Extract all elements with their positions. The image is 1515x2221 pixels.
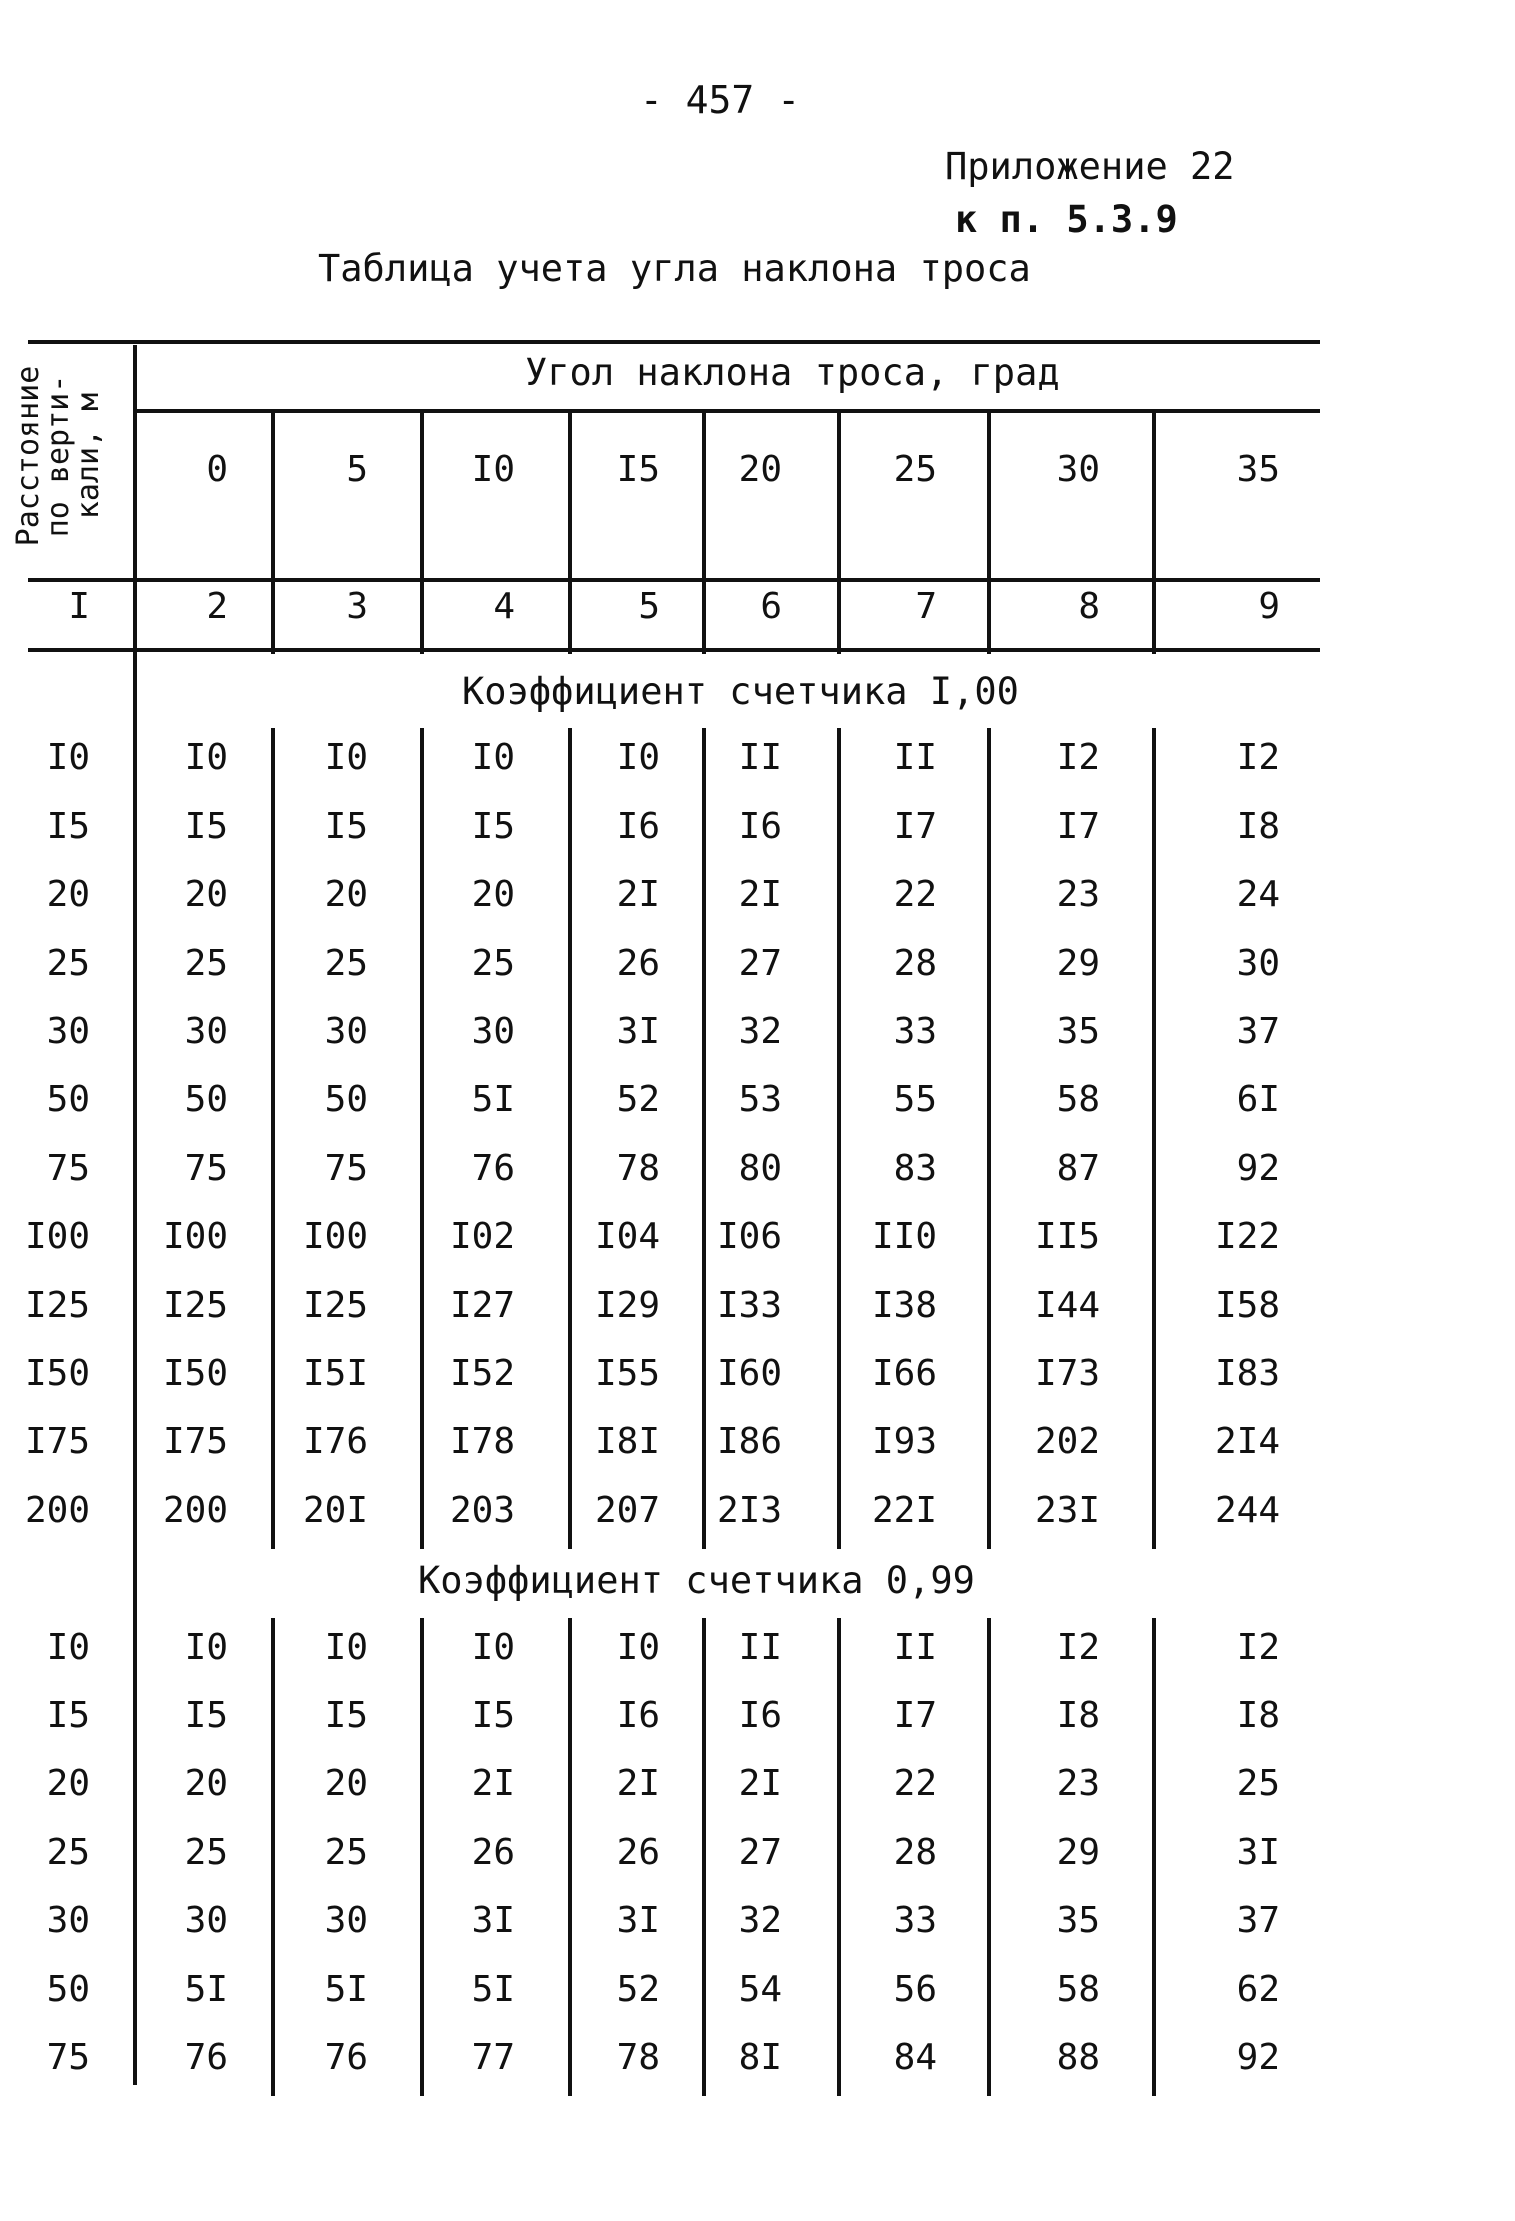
table-cell: II xyxy=(738,1626,782,1668)
table-cell: 22 xyxy=(893,1763,937,1805)
column-separator xyxy=(837,728,841,1549)
angle-header-cell: 20 xyxy=(738,449,782,490)
table-cell: 62 xyxy=(1236,1968,1280,2010)
angle-header-cell: 30 xyxy=(1056,449,1100,490)
table-cell: I5 xyxy=(324,1695,368,1736)
table-cell: I83 xyxy=(1214,1353,1280,1394)
table-cell: 20 xyxy=(324,1763,368,1805)
table-cell: 52 xyxy=(616,1968,660,2010)
table-cell: 2I xyxy=(471,1763,515,1805)
table-cell: I00 xyxy=(302,1216,368,1258)
table-cell: 92 xyxy=(1236,2037,1280,2078)
column-number-cell: 2 xyxy=(206,586,228,627)
table-cell: 25 xyxy=(46,942,90,984)
table-cell: I50 xyxy=(24,1353,90,1394)
table-cell: I93 xyxy=(871,1421,937,1463)
table-cell: 202 xyxy=(1034,1421,1100,1463)
appendix-title: Приложение 22 xyxy=(945,145,1235,188)
table-cell: 30 xyxy=(471,1011,515,1052)
table-cell: 6I xyxy=(1236,1079,1280,1121)
table-cell: 87 xyxy=(1056,1147,1100,1189)
table-cell: 84 xyxy=(893,2037,937,2078)
page-number: - 457 - xyxy=(639,78,801,122)
angle-header-cell: I5 xyxy=(616,449,660,490)
table-cell: I55 xyxy=(594,1353,660,1394)
table-cell: I25 xyxy=(302,1284,368,1326)
table-cell: II0 xyxy=(871,1216,937,1258)
table-cell: I0 xyxy=(184,1626,228,1668)
table-cell: 50 xyxy=(46,1968,90,2010)
table-cell: I0 xyxy=(46,1626,90,1668)
table-cell: 20 xyxy=(184,874,228,916)
table-cell: 76 xyxy=(184,2037,228,2078)
table-cell: I44 xyxy=(1034,1284,1100,1326)
table-cell: I66 xyxy=(871,1353,937,1394)
table-cell: 3I xyxy=(616,1011,660,1052)
table-cell: 3I xyxy=(1236,1831,1280,1873)
column-separator xyxy=(702,1618,706,2097)
table-cell: 88 xyxy=(1056,2037,1100,2078)
column-number-cell: I xyxy=(68,586,90,627)
table-title: Таблица учета угла наклона троса xyxy=(318,247,1031,290)
table-cell: 2I xyxy=(616,874,660,916)
table-cell: I50 xyxy=(162,1353,228,1394)
angle-header-cell: 5 xyxy=(346,449,368,490)
table-cell: 2I xyxy=(616,1763,660,1805)
table-cell: 75 xyxy=(324,1147,368,1189)
table-cell: 54 xyxy=(738,1968,782,2010)
angle-group-header: Угол наклона троса, град xyxy=(525,351,1060,394)
table-cell: 23 xyxy=(1056,874,1100,916)
table-cell: 22 xyxy=(893,874,937,916)
table-cell: I2 xyxy=(1236,1626,1280,1668)
table-cell: I0 xyxy=(324,737,368,779)
table-cell: 37 xyxy=(1236,1900,1280,1942)
table-cell: 20 xyxy=(46,1763,90,1805)
table-cell: 5I xyxy=(324,1968,368,2010)
column-separator xyxy=(271,728,275,1549)
column-separator xyxy=(420,1618,424,2097)
section-title: Коэффициент счетчика 0,99 xyxy=(418,1559,975,1603)
table-cell: I0 xyxy=(616,737,660,779)
table-cell: 27 xyxy=(738,1831,782,1873)
table-cell: I6 xyxy=(616,805,660,847)
table-cell: I52 xyxy=(449,1353,515,1394)
table-cell: 2I3 xyxy=(716,1489,782,1531)
table-cell: I0 xyxy=(46,737,90,779)
table-cell: 75 xyxy=(46,1147,90,1189)
table-cell: I7 xyxy=(893,805,937,847)
table-cell: I0 xyxy=(184,737,228,779)
table-cell: 78 xyxy=(616,1147,660,1189)
table-cell: 244 xyxy=(1214,1489,1280,1531)
table-cell: 56 xyxy=(893,1968,937,2010)
table-cell: 25 xyxy=(324,942,368,984)
table-cell: 3I xyxy=(616,1900,660,1942)
table-cell: I6 xyxy=(738,805,782,847)
table-cell: 92 xyxy=(1236,1147,1280,1189)
table-cell: II xyxy=(738,737,782,779)
table-cell: I6 xyxy=(616,1695,660,1736)
table-cell: I8 xyxy=(1056,1695,1100,1736)
table-cell: I5 xyxy=(46,1695,90,1736)
table-cell: 25 xyxy=(184,1831,228,1873)
table-cell: 5I xyxy=(471,1079,515,1121)
table-cell: I0 xyxy=(616,1626,660,1668)
column-separator xyxy=(568,1618,572,2097)
table-cell: 50 xyxy=(184,1079,228,1121)
table-cell: I73 xyxy=(1034,1353,1100,1394)
column-separator xyxy=(1152,1618,1156,2097)
column-number-cell: 5 xyxy=(638,586,660,627)
table-cell: 29 xyxy=(1056,942,1100,984)
column-separator xyxy=(568,728,572,1549)
table-cell: 200 xyxy=(24,1489,90,1531)
table-cell: 32 xyxy=(738,1011,782,1052)
table-cell: I0 xyxy=(471,737,515,779)
column-separator xyxy=(987,728,991,1549)
table-cell: I8 xyxy=(1236,805,1280,847)
table-cell: 80 xyxy=(738,1147,782,1189)
table-cell: 30 xyxy=(324,1011,368,1052)
table-cell: 50 xyxy=(46,1079,90,1121)
table-cell: I06 xyxy=(716,1216,782,1258)
table-cell: 52 xyxy=(616,1079,660,1121)
table-cell: I5 xyxy=(46,805,90,847)
table-cell: 29 xyxy=(1056,1831,1100,1873)
table-cell: I0 xyxy=(471,1626,515,1668)
table-cell: 3I xyxy=(471,1900,515,1942)
table-cell: 20I xyxy=(302,1489,368,1531)
column-number-cell: 4 xyxy=(493,586,515,627)
table-cell: 75 xyxy=(184,1147,228,1189)
table-cell: 50 xyxy=(324,1079,368,1121)
table-cell: I02 xyxy=(449,1216,515,1258)
table-cell: I75 xyxy=(162,1421,228,1463)
table-cell: 25 xyxy=(471,942,515,984)
column-number-bottom-rule xyxy=(28,648,1320,652)
column-number-cell: 6 xyxy=(760,586,782,627)
table-cell: I22 xyxy=(1214,1216,1280,1258)
table-cell: 8I xyxy=(738,2037,782,2078)
table-cell: 2I4 xyxy=(1214,1421,1280,1463)
table-cell: 30 xyxy=(46,1011,90,1052)
table-cell: 30 xyxy=(46,1900,90,1942)
table-cell: I5 xyxy=(184,1695,228,1736)
column-number-cell: 8 xyxy=(1078,586,1100,627)
table-cell: I7 xyxy=(1056,805,1100,847)
table-cell: 27 xyxy=(738,942,782,984)
appendix-reference: к п. 5.3.9 xyxy=(955,198,1178,241)
table-cell: I8 xyxy=(1236,1695,1280,1736)
table-cell: 53 xyxy=(738,1079,782,1121)
table-cell: I5I xyxy=(302,1353,368,1394)
table-cell: 30 xyxy=(324,1900,368,1942)
table-cell: I2 xyxy=(1056,1626,1100,1668)
table-cell: 23I xyxy=(1034,1489,1100,1531)
column-separator xyxy=(420,728,424,1549)
column-separator xyxy=(837,1618,841,2097)
table-cell: 30 xyxy=(184,1011,228,1052)
table-cell: 75 xyxy=(46,2037,90,2078)
table-cell: I5 xyxy=(324,805,368,847)
distance-header-label: Расстояние по верти- кали, м xyxy=(11,365,106,546)
table-cell: 77 xyxy=(471,2037,515,2078)
table-cell: 23 xyxy=(1056,1763,1100,1805)
table-cell: I00 xyxy=(24,1216,90,1258)
column-separator xyxy=(702,728,706,1549)
table-cell: 30 xyxy=(1236,942,1280,984)
table-cell: 20 xyxy=(324,874,368,916)
table-cell: I0 xyxy=(324,1626,368,1668)
column-separator xyxy=(987,1618,991,2097)
table-cell: I86 xyxy=(716,1421,782,1463)
table-cell: 33 xyxy=(893,1900,937,1942)
table-top-rule xyxy=(28,340,1320,344)
table-cell: I29 xyxy=(594,1284,660,1326)
table-cell: 28 xyxy=(893,1831,937,1873)
table-cell: I7 xyxy=(893,1695,937,1736)
column-number-cell: 7 xyxy=(915,586,937,627)
angle-header-rule xyxy=(133,409,1320,413)
column-separator xyxy=(1152,728,1156,1549)
table-cell: 2I xyxy=(738,874,782,916)
table-cell: I00 xyxy=(162,1216,228,1258)
table-cell: II5 xyxy=(1034,1216,1100,1258)
table-cell: 76 xyxy=(324,2037,368,2078)
distance-column-header xyxy=(11,348,106,563)
table-cell: 58 xyxy=(1056,1079,1100,1121)
table-cell: 207 xyxy=(594,1489,660,1531)
column-separator xyxy=(271,1618,275,2097)
table-cell: I8I xyxy=(594,1421,660,1463)
angle-header-cell: I0 xyxy=(471,449,515,490)
table-cell: I75 xyxy=(24,1421,90,1463)
table-cell: 55 xyxy=(893,1079,937,1121)
table-cell: 76 xyxy=(471,1147,515,1189)
table-cell: 20 xyxy=(471,874,515,916)
column-number-top-rule xyxy=(28,578,1320,582)
table-cell: I04 xyxy=(594,1216,660,1258)
angle-header-cell: 35 xyxy=(1236,449,1280,490)
table-cell: 58 xyxy=(1056,1968,1100,2010)
table-cell: 35 xyxy=(1056,1011,1100,1052)
table-cell: 30 xyxy=(184,1900,228,1942)
table-cell: 35 xyxy=(1056,1900,1100,1942)
table-cell: 20 xyxy=(46,874,90,916)
table-cell: I2 xyxy=(1236,737,1280,779)
table-cell: 25 xyxy=(324,1831,368,1873)
table-cell: I6 xyxy=(738,1695,782,1736)
table-cell: 78 xyxy=(616,2037,660,2078)
table-cell: I27 xyxy=(449,1284,515,1326)
table-cell: 5I xyxy=(471,1968,515,2010)
column-number-cell: 9 xyxy=(1258,586,1280,627)
table-cell: 20 xyxy=(184,1763,228,1805)
table-cell: II xyxy=(893,737,937,779)
table-cell: 203 xyxy=(449,1489,515,1531)
table-cell: 25 xyxy=(1236,1763,1280,1805)
table-cell: I33 xyxy=(716,1284,782,1326)
table-cell: 25 xyxy=(46,1831,90,1873)
table-cell: 32 xyxy=(738,1900,782,1942)
section-title: Коэффициент счетчика I,00 xyxy=(462,670,1019,713)
table-cell: I60 xyxy=(716,1353,782,1394)
table-cell: I78 xyxy=(449,1421,515,1463)
table-cell: 22I xyxy=(871,1489,937,1531)
table-cell: 26 xyxy=(616,942,660,984)
table-cell: 83 xyxy=(893,1147,937,1189)
angle-header-cell: 25 xyxy=(893,449,937,490)
table-cell: I5 xyxy=(471,1695,515,1736)
table-cell: I5 xyxy=(184,805,228,847)
table-cell: 33 xyxy=(893,1011,937,1052)
table-cell: 25 xyxy=(184,942,228,984)
table-cell: I25 xyxy=(162,1284,228,1326)
table-cell: I5 xyxy=(471,805,515,847)
table-cell: 200 xyxy=(162,1489,228,1531)
table-cell: 2I xyxy=(738,1763,782,1805)
table-cell: 37 xyxy=(1236,1011,1280,1052)
table-cell: 5I xyxy=(184,1968,228,2010)
table-cell: 28 xyxy=(893,942,937,984)
table-cell: 26 xyxy=(471,1831,515,1873)
column-number-cell: 3 xyxy=(346,586,368,627)
table-cell: II xyxy=(893,1626,937,1668)
table-cell: I25 xyxy=(24,1284,90,1326)
table-cell: I76 xyxy=(302,1421,368,1463)
table-cell: 26 xyxy=(616,1831,660,1873)
table-cell: 24 xyxy=(1236,874,1280,916)
angle-header-cell: 0 xyxy=(206,449,228,490)
table-cell: I58 xyxy=(1214,1284,1280,1326)
table-cell: I38 xyxy=(871,1284,937,1326)
table-cell: I2 xyxy=(1056,737,1100,779)
